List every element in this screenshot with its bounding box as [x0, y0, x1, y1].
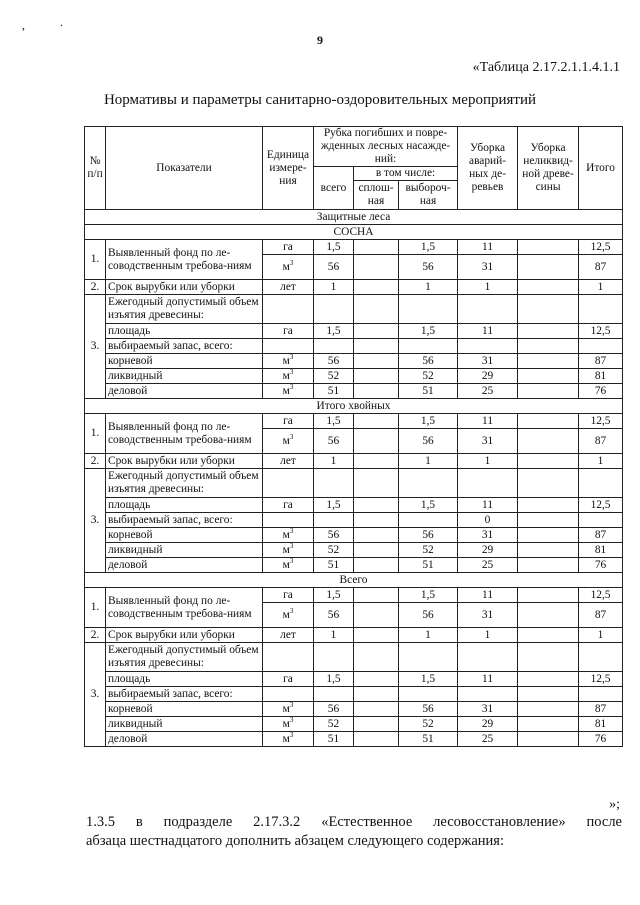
unit-superscript: 3 [289, 701, 294, 709]
unit-text: лет [280, 628, 296, 641]
row-number: 2. [85, 454, 106, 469]
value-cell [518, 339, 579, 354]
unit-cell [263, 429, 314, 454]
value-cell [518, 588, 579, 603]
value-cell: 1,5 [314, 324, 354, 339]
value-cell [518, 384, 579, 399]
value-cell: 56 [399, 255, 458, 280]
value-cell [518, 454, 579, 469]
header-indicator: Показатели [106, 127, 263, 210]
indicator-label: Срок вырубки или уборки [106, 628, 263, 643]
indicator-label: корневой [106, 528, 263, 543]
indicator-label: ликвидный [106, 717, 263, 732]
row-number: 2. [85, 628, 106, 643]
value-cell: 51 [314, 384, 354, 399]
empty-cell [354, 295, 399, 324]
value-cell: 87 [579, 603, 623, 628]
unit-text: м [282, 702, 290, 715]
row-number: 3. [85, 469, 106, 573]
unit-cell [263, 369, 314, 384]
value-cell: 56 [314, 255, 354, 280]
empty-cell [518, 295, 579, 324]
value-cell: 11 [458, 588, 518, 603]
value-cell: 56 [314, 702, 354, 717]
value-cell: 87 [579, 528, 623, 543]
unit-cell [263, 354, 314, 369]
indicator-label: Ежегодный допустимый объем изъятия древесины: [106, 469, 263, 498]
indicator-label: ликвидный [106, 369, 263, 384]
value-cell [518, 280, 579, 295]
table-title: Нормативы и параметры санитарно-оздоровительных мероприятий [103, 92, 537, 108]
value-cell [518, 543, 579, 558]
value-cell [518, 255, 579, 280]
row-number: 2. [85, 280, 106, 295]
value-cell: 56 [399, 603, 458, 628]
value-cell [354, 672, 399, 687]
value-cell [314, 339, 354, 354]
value-cell: 1 [579, 280, 623, 295]
value-cell: 51 [314, 732, 354, 747]
value-cell [354, 384, 399, 399]
indicator-label: Выявленный фонд по ле-соводственным требова-ниям [106, 588, 263, 628]
value-cell: 1 [314, 454, 354, 469]
header-felling: Рубка погибших и повре-жденных лесных насажде-ний: [314, 127, 458, 167]
empty-cell [579, 469, 623, 498]
unit-cell [263, 324, 314, 339]
unit-text: м [282, 434, 290, 447]
empty-cell [399, 295, 458, 324]
value-cell [518, 414, 579, 429]
value-cell: 1 [579, 628, 623, 643]
value-cell: 12,5 [579, 672, 623, 687]
unit-superscript: 3 [289, 542, 294, 550]
value-cell [579, 687, 623, 702]
value-cell: 52 [314, 369, 354, 384]
value-cell [518, 732, 579, 747]
scan-marks [22, 16, 72, 30]
unit-cell [263, 603, 314, 628]
unit-superscript: 3 [289, 353, 294, 361]
indicator-label: деловой [106, 558, 263, 573]
unit-cell [263, 588, 314, 603]
value-cell: 1 [458, 280, 518, 295]
unit-cell [263, 628, 314, 643]
value-cell: 1,5 [314, 498, 354, 513]
indicator-label: ликвидный [106, 543, 263, 558]
value-cell: 52 [399, 717, 458, 732]
value-cell: 87 [579, 702, 623, 717]
unit-superscript: 3 [289, 368, 294, 376]
header-clear: сплош-ная [354, 181, 399, 210]
value-cell: 1 [399, 628, 458, 643]
value-cell [354, 588, 399, 603]
indicator-label: площадь [106, 672, 263, 687]
value-cell [518, 240, 579, 255]
section-header: Всего [85, 573, 623, 588]
indicator-label: Срок вырубки или уборки [106, 280, 263, 295]
header-num: № п/п [85, 127, 106, 210]
value-cell: 11 [458, 672, 518, 687]
indicator-label: Ежегодный допустимый объем изъятия древесины: [106, 295, 263, 324]
value-cell: 56 [314, 528, 354, 543]
value-cell [354, 354, 399, 369]
unit-text: га [283, 414, 293, 427]
empty-cell [263, 295, 314, 324]
value-cell: 31 [458, 354, 518, 369]
value-cell [518, 513, 579, 528]
unit-cell [263, 498, 314, 513]
value-cell [518, 324, 579, 339]
indicator-label: выбираемый запас, всего: [106, 339, 263, 354]
section-header: СОСНА [85, 225, 623, 240]
value-cell [354, 513, 399, 528]
value-cell [518, 687, 579, 702]
value-cell: 0 [458, 513, 518, 528]
empty-cell [458, 643, 518, 672]
indicator-label: Срок вырубки или уборки [106, 454, 263, 469]
unit-cell [263, 732, 314, 747]
value-cell: 56 [314, 429, 354, 454]
unit-cell [263, 454, 314, 469]
unit-cell [263, 528, 314, 543]
unit-text: м [282, 528, 290, 541]
row-number: 1. [85, 588, 106, 628]
value-cell [314, 513, 354, 528]
value-cell: 87 [579, 429, 623, 454]
header-total: всего [314, 167, 354, 210]
indicator-label: корневой [106, 354, 263, 369]
value-cell: 1 [579, 454, 623, 469]
value-cell [518, 702, 579, 717]
unit-text: га [283, 498, 293, 511]
unit-text: м [282, 384, 290, 397]
empty-cell [263, 643, 314, 672]
norms-table [84, 126, 623, 747]
value-cell [354, 429, 399, 454]
table-reference: «Таблица 2.17.2.1.1.4.1.1 [472, 60, 620, 75]
value-cell: 1 [314, 628, 354, 643]
header-sum: Итого [579, 127, 623, 210]
unit-cell [263, 240, 314, 255]
body-paragraph-line1: 1.3.5 в подразделе 2.17.3.2 «Естественное лесовосстановление» после [86, 814, 622, 830]
empty-cell [314, 295, 354, 324]
value-cell [579, 339, 623, 354]
unit-cell [263, 717, 314, 732]
empty-cell [263, 513, 314, 528]
unit-cell [263, 414, 314, 429]
empty-cell [458, 295, 518, 324]
value-cell: 52 [314, 543, 354, 558]
empty-cell [518, 469, 579, 498]
value-cell: 56 [314, 354, 354, 369]
row-number: 3. [85, 295, 106, 399]
unit-superscript: 3 [289, 716, 294, 724]
value-cell: 12,5 [579, 588, 623, 603]
value-cell: 56 [399, 429, 458, 454]
value-cell: 31 [458, 255, 518, 280]
value-cell: 25 [458, 558, 518, 573]
indicator-label: Выявленный фонд по ле-соводственным требова-ниям [106, 414, 263, 454]
value-cell [399, 339, 458, 354]
value-cell: 52 [314, 717, 354, 732]
empty-cell [518, 643, 579, 672]
empty-cell [263, 339, 314, 354]
value-cell: 11 [458, 498, 518, 513]
value-cell: 56 [399, 528, 458, 543]
value-cell [354, 687, 399, 702]
empty-cell [579, 295, 623, 324]
value-cell [518, 558, 579, 573]
unit-text: м [282, 369, 290, 382]
value-cell: 81 [579, 543, 623, 558]
value-cell: 31 [458, 429, 518, 454]
value-cell [354, 732, 399, 747]
unit-text: м [282, 354, 290, 367]
empty-cell [314, 643, 354, 672]
indicator-label: деловой [106, 384, 263, 399]
value-cell: 1 [458, 628, 518, 643]
value-cell [354, 324, 399, 339]
value-cell: 1,5 [314, 672, 354, 687]
value-cell [354, 528, 399, 543]
value-cell: 51 [399, 384, 458, 399]
value-cell: 1,5 [399, 588, 458, 603]
value-cell [579, 513, 623, 528]
empty-cell [399, 643, 458, 672]
value-cell [518, 528, 579, 543]
unit-text: м [282, 608, 290, 621]
header-illiquid: Уборка неликвид-ной древе-сины [518, 127, 579, 210]
value-cell: 1 [314, 280, 354, 295]
value-cell: 76 [579, 384, 623, 399]
value-cell: 1,5 [314, 414, 354, 429]
value-cell: 52 [399, 543, 458, 558]
value-cell [314, 687, 354, 702]
value-cell [518, 672, 579, 687]
value-cell: 29 [458, 717, 518, 732]
page-number: 9 [317, 33, 323, 47]
value-cell: 25 [458, 732, 518, 747]
value-cell [399, 513, 458, 528]
value-cell: 51 [399, 558, 458, 573]
value-cell [354, 702, 399, 717]
indicator-label: Ежегодный допустимый объем изъятия древесины: [106, 643, 263, 672]
value-cell: 81 [579, 369, 623, 384]
value-cell: 12,5 [579, 240, 623, 255]
value-cell [458, 339, 518, 354]
empty-cell [314, 469, 354, 498]
value-cell: 1 [399, 454, 458, 469]
unit-superscript: 3 [289, 258, 294, 267]
value-cell [518, 354, 579, 369]
value-cell [518, 429, 579, 454]
empty-cell [263, 687, 314, 702]
empty-cell [399, 469, 458, 498]
value-cell: 56 [399, 702, 458, 717]
unit-text: га [283, 240, 293, 253]
unit-text: га [283, 588, 293, 601]
value-cell: 56 [314, 603, 354, 628]
indicator-label: выбираемый запас, всего: [106, 687, 263, 702]
value-cell: 25 [458, 384, 518, 399]
unit-text: лет [280, 280, 296, 293]
unit-superscript: 3 [289, 527, 294, 535]
header-emergency: Уборка аварий-ных де-ревьев [458, 127, 518, 210]
value-cell [354, 603, 399, 628]
value-cell: 1,5 [399, 498, 458, 513]
value-cell [354, 369, 399, 384]
unit-text: га [283, 324, 293, 337]
value-cell [518, 603, 579, 628]
unit-cell [263, 255, 314, 280]
unit-text: м [282, 543, 290, 556]
section-protective-forests: Защитные леса [85, 210, 623, 225]
value-cell: 11 [458, 324, 518, 339]
value-cell: 1,5 [399, 414, 458, 429]
indicator-label: деловой [106, 732, 263, 747]
value-cell [518, 498, 579, 513]
value-cell: 1 [399, 280, 458, 295]
unit-superscript: 3 [289, 731, 294, 739]
value-cell: 76 [579, 558, 623, 573]
value-cell [354, 558, 399, 573]
value-cell: 51 [314, 558, 354, 573]
value-cell [354, 280, 399, 295]
value-cell [354, 240, 399, 255]
header-incl: в том числе: [354, 167, 458, 181]
unit-superscript: 3 [289, 432, 294, 441]
value-cell: 31 [458, 603, 518, 628]
value-cell: 31 [458, 702, 518, 717]
unit-superscript: 3 [289, 383, 294, 391]
indicator-label: площадь [106, 498, 263, 513]
value-cell [354, 255, 399, 280]
value-cell: 1,5 [399, 672, 458, 687]
value-cell: 1,5 [399, 240, 458, 255]
value-cell [354, 543, 399, 558]
section-header: Итого хвойных [85, 399, 623, 414]
value-cell [399, 687, 458, 702]
value-cell: 12,5 [579, 414, 623, 429]
value-cell [458, 687, 518, 702]
unit-text: га [283, 672, 293, 685]
value-cell: 87 [579, 354, 623, 369]
value-cell [354, 339, 399, 354]
unit-text: лет [280, 454, 296, 467]
indicator-label: Выявленный фонд по ле-соводственным требова-ниям [106, 240, 263, 280]
value-cell [354, 498, 399, 513]
closing-quote: »; [609, 797, 620, 812]
unit-cell [263, 672, 314, 687]
value-cell: 1,5 [399, 324, 458, 339]
unit-cell [263, 384, 314, 399]
value-cell: 81 [579, 717, 623, 732]
value-cell [354, 628, 399, 643]
unit-cell [263, 702, 314, 717]
value-cell: 76 [579, 732, 623, 747]
value-cell [354, 454, 399, 469]
empty-cell [579, 643, 623, 672]
row-number: 1. [85, 414, 106, 454]
value-cell: 31 [458, 528, 518, 543]
unit-cell [263, 558, 314, 573]
value-cell: 1 [458, 454, 518, 469]
unit-text: м [282, 260, 290, 273]
indicator-label: выбираемый запас, всего: [106, 513, 263, 528]
value-cell [518, 717, 579, 732]
unit-superscript: 3 [289, 606, 294, 615]
unit-cell [263, 543, 314, 558]
value-cell: 87 [579, 255, 623, 280]
value-cell: 1,5 [314, 240, 354, 255]
value-cell [518, 369, 579, 384]
row-number: 3. [85, 643, 106, 747]
empty-cell [263, 469, 314, 498]
empty-cell [458, 469, 518, 498]
empty-cell [354, 469, 399, 498]
unit-text: м [282, 717, 290, 730]
unit-superscript: 3 [289, 557, 294, 565]
value-cell: 56 [399, 354, 458, 369]
value-cell [354, 414, 399, 429]
value-cell: 11 [458, 240, 518, 255]
indicator-label: корневой [106, 702, 263, 717]
value-cell: 29 [458, 543, 518, 558]
body-paragraph-line2: абзаца шестнадцатого дополнить абзацем следующего содержания: [86, 833, 504, 849]
indicator-label: площадь [106, 324, 263, 339]
value-cell: 1,5 [314, 588, 354, 603]
empty-cell [354, 643, 399, 672]
scan-mark-dot: , [22, 18, 25, 32]
value-cell: 12,5 [579, 324, 623, 339]
unit-text: м [282, 732, 290, 745]
value-cell: 12,5 [579, 498, 623, 513]
value-cell: 51 [399, 732, 458, 747]
row-number: 1. [85, 240, 106, 280]
header-unit: Единица измере-ния [263, 127, 314, 210]
unit-cell [263, 280, 314, 295]
value-cell [518, 628, 579, 643]
header-selective: выбороч-ная [399, 181, 458, 210]
unit-text: м [282, 558, 290, 571]
value-cell: 29 [458, 369, 518, 384]
value-cell [354, 717, 399, 732]
value-cell: 52 [399, 369, 458, 384]
scan-mark-dot: . [60, 15, 63, 29]
value-cell: 11 [458, 414, 518, 429]
